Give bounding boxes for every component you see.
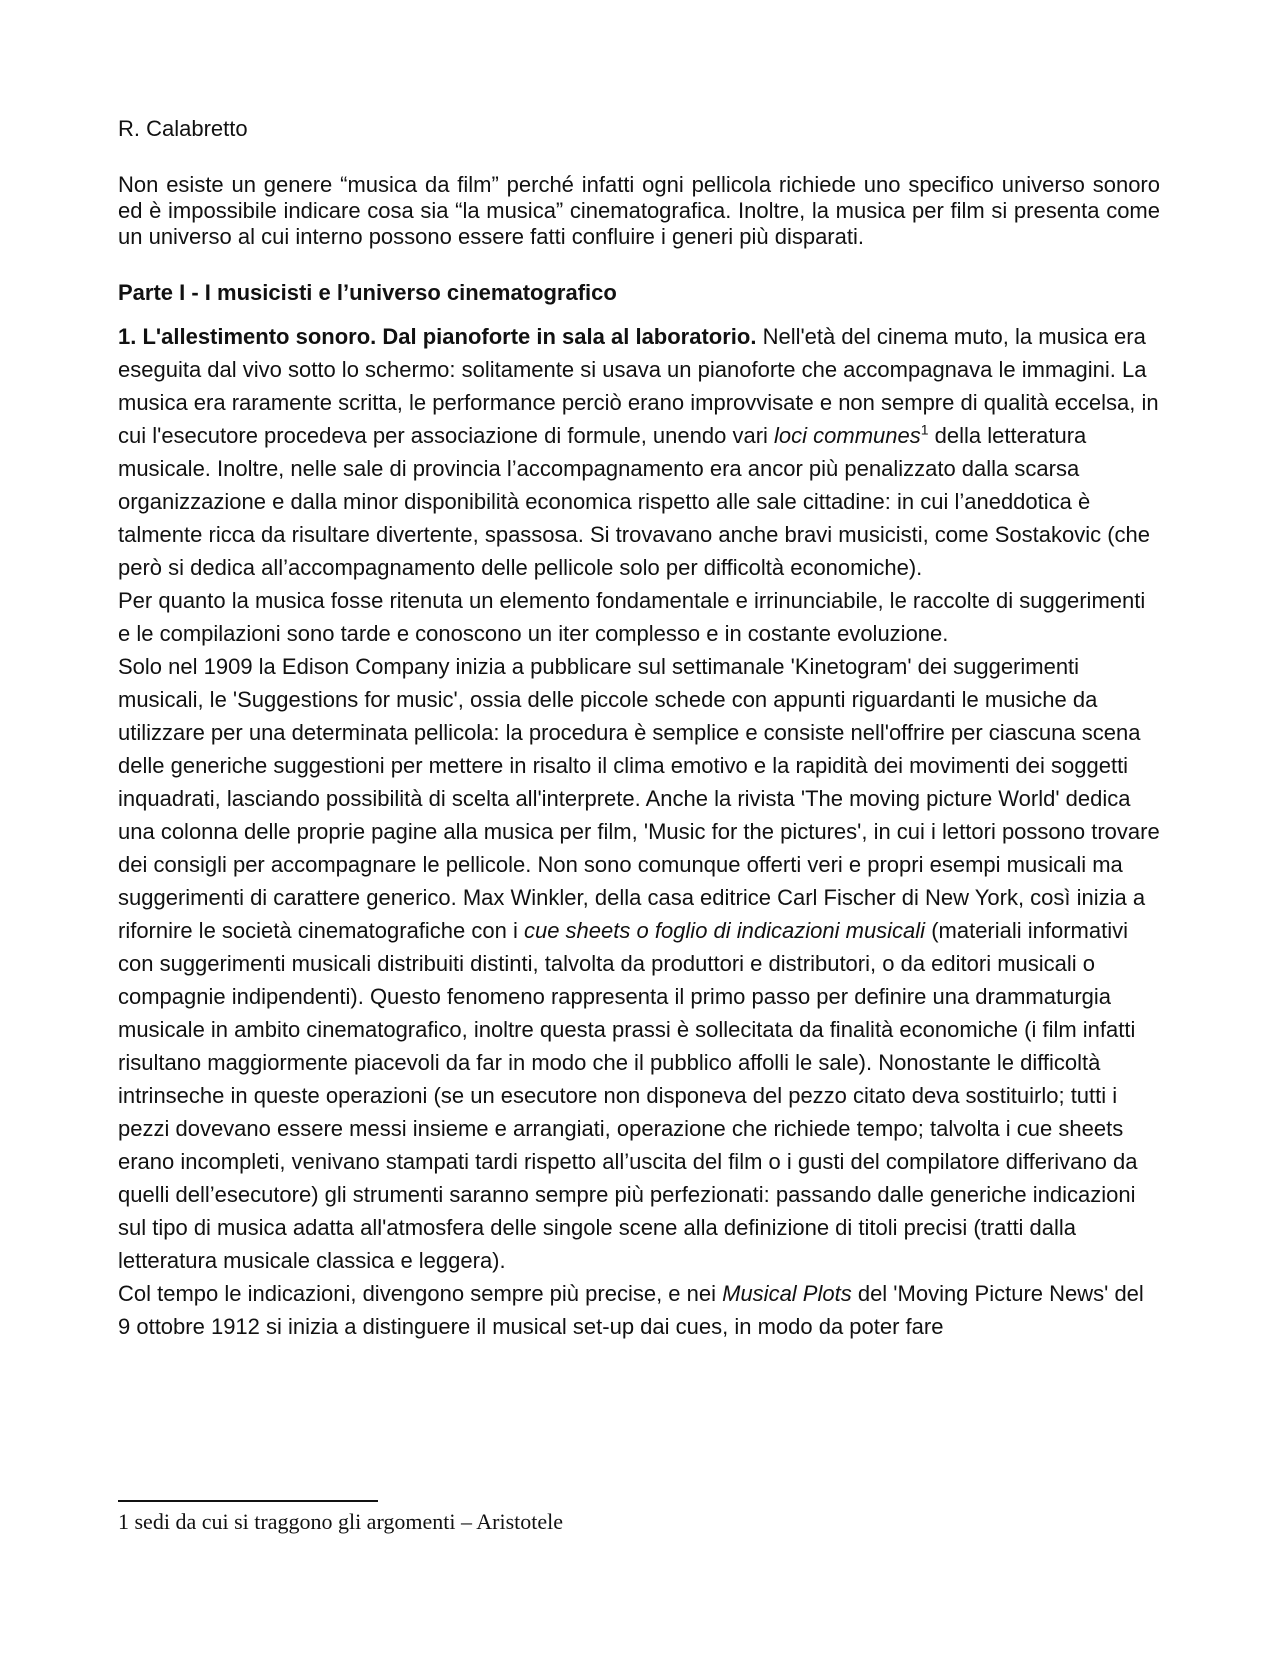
footnote-separator	[118, 1500, 378, 1502]
italic-term: Musical Plots	[722, 1281, 852, 1306]
paragraph-text: Col tempo le indicazioni, divengono sempre più precise, e nei	[118, 1281, 723, 1306]
intro-paragraph: Non esiste un genere “musica da film” perché infatti ogni pellicola richiede uno specifico universo sonoro ed è impossibile indicare cosa sia “la musica” cinematografica. Inoltre, la musica per film si presenta come un universo al cui interno possono essere fatti confluire i generi più disparati.	[118, 172, 1160, 249]
section-1-paragraph-3	[118, 650, 1160, 1277]
paragraph-text: del 'Moving Picture News' del 9 ottobre 1912 si inizia a distinguere il musical set-up dai cues, in modo da poter fare	[118, 1281, 1144, 1339]
section-1-body	[118, 320, 1160, 1343]
section-1-paragraph-2: Per quanto la musica fosse ritenuta un elemento fondamentale e irrinunciabile, le raccolte di suggerimenti e le compilazioni sono tarde e conoscono un iter complesso e in costante evoluzione.	[118, 588, 1146, 646]
paragraph-text: Solo nel 1909 la Edison Company inizia a pubblicare sul settimanale 'Kinetogram' dei suggerimenti musicali, le 'Suggestions for music', ossia delle piccole schede con appunti riguardanti le musiche da utilizzare per una determinata pellicola: la procedura è semplice e consiste nell'offrire per ciascuna scena delle generiche suggestioni per mettere in risalto il clima emotivo e la rapidità dei movimenti dei soggetti inquadrati, lasciando possibilità di scelta all'interprete. Anche la rivista 'The moving picture World' dedica una colonna delle proprie pagine alla musica per film, 'Music for the pictures', in cui i lettori possono trovare dei consigli per accompagnare le pellicole. Non sono comunque offerti veri e propri esempi musicali ma suggerimenti di carattere generico. Max Winkler, della casa editrice Carl Fischer di New York, così inizia a rifornire le società cinematografiche con i	[118, 654, 1160, 943]
section-1-paragraph-1	[118, 320, 1160, 584]
footnote-1: 1 sedi da cui si traggono gli argomenti – Aristotele	[118, 1509, 564, 1534]
paragraph-text: della letteratura musicale. Inoltre, nelle sale di provincia l’accompagnamento era ancor più penalizzato dalla scarsa organizzazione e dalla minor disponibilità economica rispetto alle sale cittadine: in cui l’aneddotica è talmente ricca da risultare divertente, spassosa. Si trovavano anche bravi musicisti, come Sostakovic (che però si dedica all’accompagnamento delle pellicole solo per difficoltà economiche).	[118, 423, 1151, 580]
paragraph-text: Nell'età del cinema muto, la musica era eseguita dal vivo sotto lo schermo: solitamente si usava un pianoforte che accompagnava le immagini. La musica era raramente scritta, le performance perciò erano improvvisate e non sempre di qualità eccelsa, in cui l'esecutore procedeva per associazione di formule, unendo vari	[118, 324, 1159, 448]
document-page	[118, 116, 1160, 1343]
author-name: R. Calabretto	[118, 116, 248, 141]
paragraph-text: (materiali informativi con suggerimenti musicali distribuiti distinti, talvolta da produttori e distributori, o da editori musicali o compagnie indipendenti). Questo fenomeno rappresenta il primo passo per definire una drammaturgia musicale in ambito cinematografico, inoltre questa prassi è sollecitata da finalità economiche (i film infatti risultano maggiormente piacevoli da far in modo che il pubblico affolli le sale). Nonostante le difficoltà intrinseche in queste operazioni (se un esecutore non disponeva del pezzo citato deva sostituirlo; tutti i pezzi dovevano essere messi insieme e arrangiati, operazione che richiede tempo; talvolta i cue sheets erano incompleti, venivano stampati tardi rispetto all’uscita del film o i gusti del compilatore differivano da quelli dell’esecutore) gli strumenti saranno sempre più perfezionati: passando dalle generiche indicazioni sul tipo di musica adatta all'atmosfera delle singole scene alla definizione di titoli precisi (tratti dalla letteratura musicale classica e leggera).	[118, 918, 1138, 1273]
section-1-paragraph-4	[118, 1277, 1160, 1343]
section-1-heading: 1. L'allestimento sonoro. Dal pianoforte in sala al laboratorio.	[118, 324, 757, 349]
part-title: Parte I - I musicisti e l’universo cinematografico	[118, 280, 617, 305]
italic-term: cue sheets o foglio di indicazioni musicali	[523, 918, 926, 943]
italic-term: loci communes	[774, 423, 921, 448]
footnote-marker: 1	[920, 421, 929, 438]
